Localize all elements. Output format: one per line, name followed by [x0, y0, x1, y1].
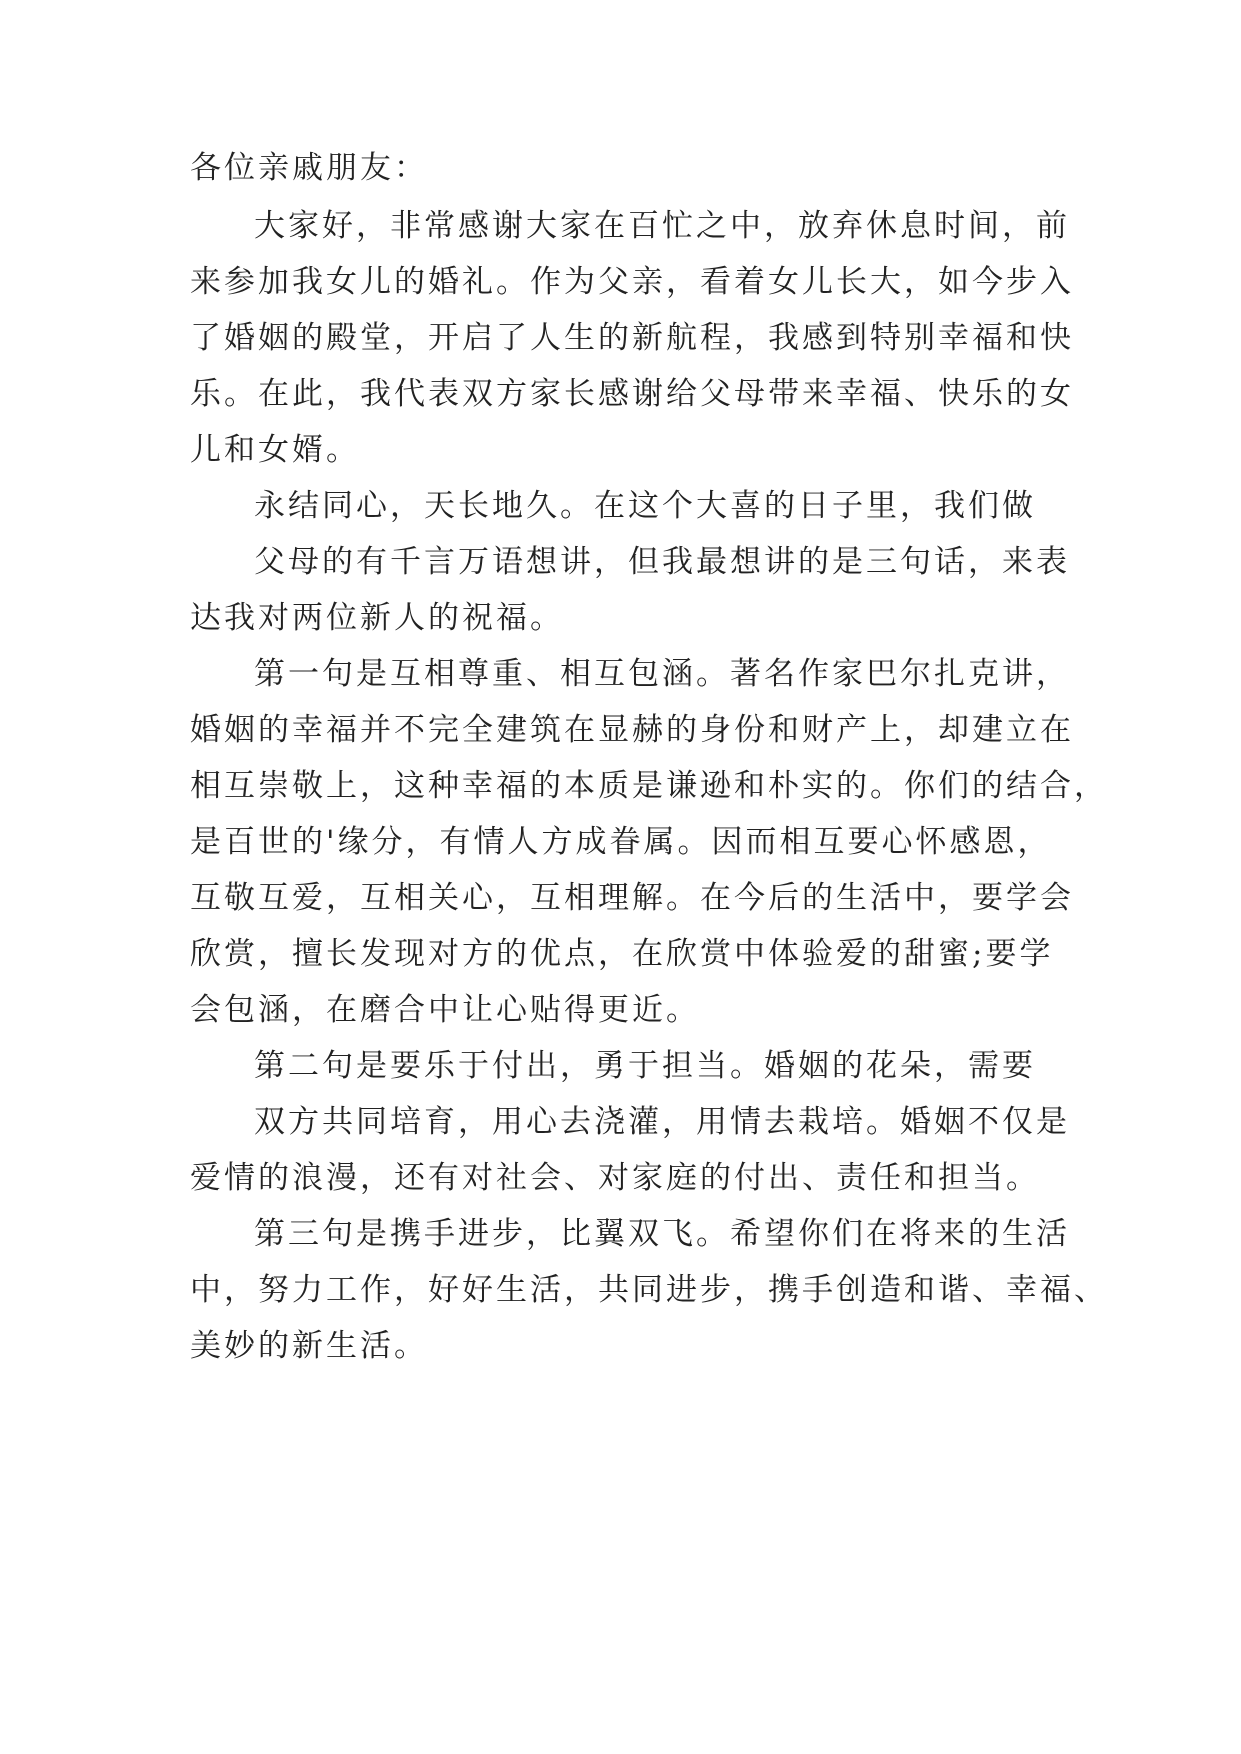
paragraph-line: 大家好，非常感谢大家在百忙之中，放弃休息时间，前 [254, 208, 1070, 244]
paragraph-line: 婚姻的幸福并不完全建筑在显赫的身份和财产上，却建立在 [190, 712, 1074, 748]
paragraph-line: 父母的有千言万语想讲，但我最想讲的是三句话，来表 [254, 544, 1070, 580]
paragraph-line: 中，努力工作，好好生活，共同进步，携手创造和谐、幸福、 [190, 1272, 1108, 1308]
paragraph-line: 儿和女婿。 [190, 432, 360, 468]
paragraph-line: 达我对两位新人的祝福。 [190, 600, 564, 636]
paragraph-line: 爱情的浪漫，还有对社会、对家庭的付出、责任和担当。 [190, 1160, 1040, 1196]
paragraph-line: 美妙的新生活。 [190, 1328, 428, 1364]
paragraph-line: 乐。在此，我代表双方家长感谢给父母带来幸福、快乐的女 [190, 376, 1074, 412]
paragraph-line: 了婚姻的殿堂，开启了人生的新航程，我感到特别幸福和快 [190, 320, 1074, 356]
paragraph-line: 欣赏，擅长发现对方的优点，在欣赏中体验爱的甜蜜;要学 [190, 936, 1054, 972]
paragraph-line: 互敬互爱，互相关心，互相理解。在今后的生活中，要学会 [190, 880, 1074, 916]
paragraph-line: 第三句是携手进步，比翼双飞。希望你们在将来的生活 [254, 1216, 1070, 1252]
paragraph-line: 会包涵，在磨合中让心贴得更近。 [190, 992, 700, 1028]
paragraph-line: 是百世的'缘分，有情人方成眷属。因而相互要心怀感恩， [190, 824, 1052, 860]
paragraph-line: 相互崇敬上，这种幸福的本质是谦逊和朴实的。你们的结合， [190, 768, 1108, 804]
paragraph-line: 第一句是互相尊重、相互包涵。著名作家巴尔扎克讲， [254, 656, 1070, 692]
paragraph-line: 第二句是要乐于付出，勇于担当。婚姻的花朵，需要 [254, 1048, 1036, 1084]
paragraph-line: 永结同心，天长地久。在这个大喜的日子里，我们做 [254, 488, 1036, 524]
salutation-line: 各位亲戚朋友： [190, 150, 428, 186]
paragraph-line: 来参加我女儿的婚礼。作为父亲，看着女儿长大，如今步入 [190, 264, 1074, 300]
paragraph-line: 双方共同培育，用心去浇灌，用情去栽培。婚姻不仅是 [254, 1104, 1070, 1140]
